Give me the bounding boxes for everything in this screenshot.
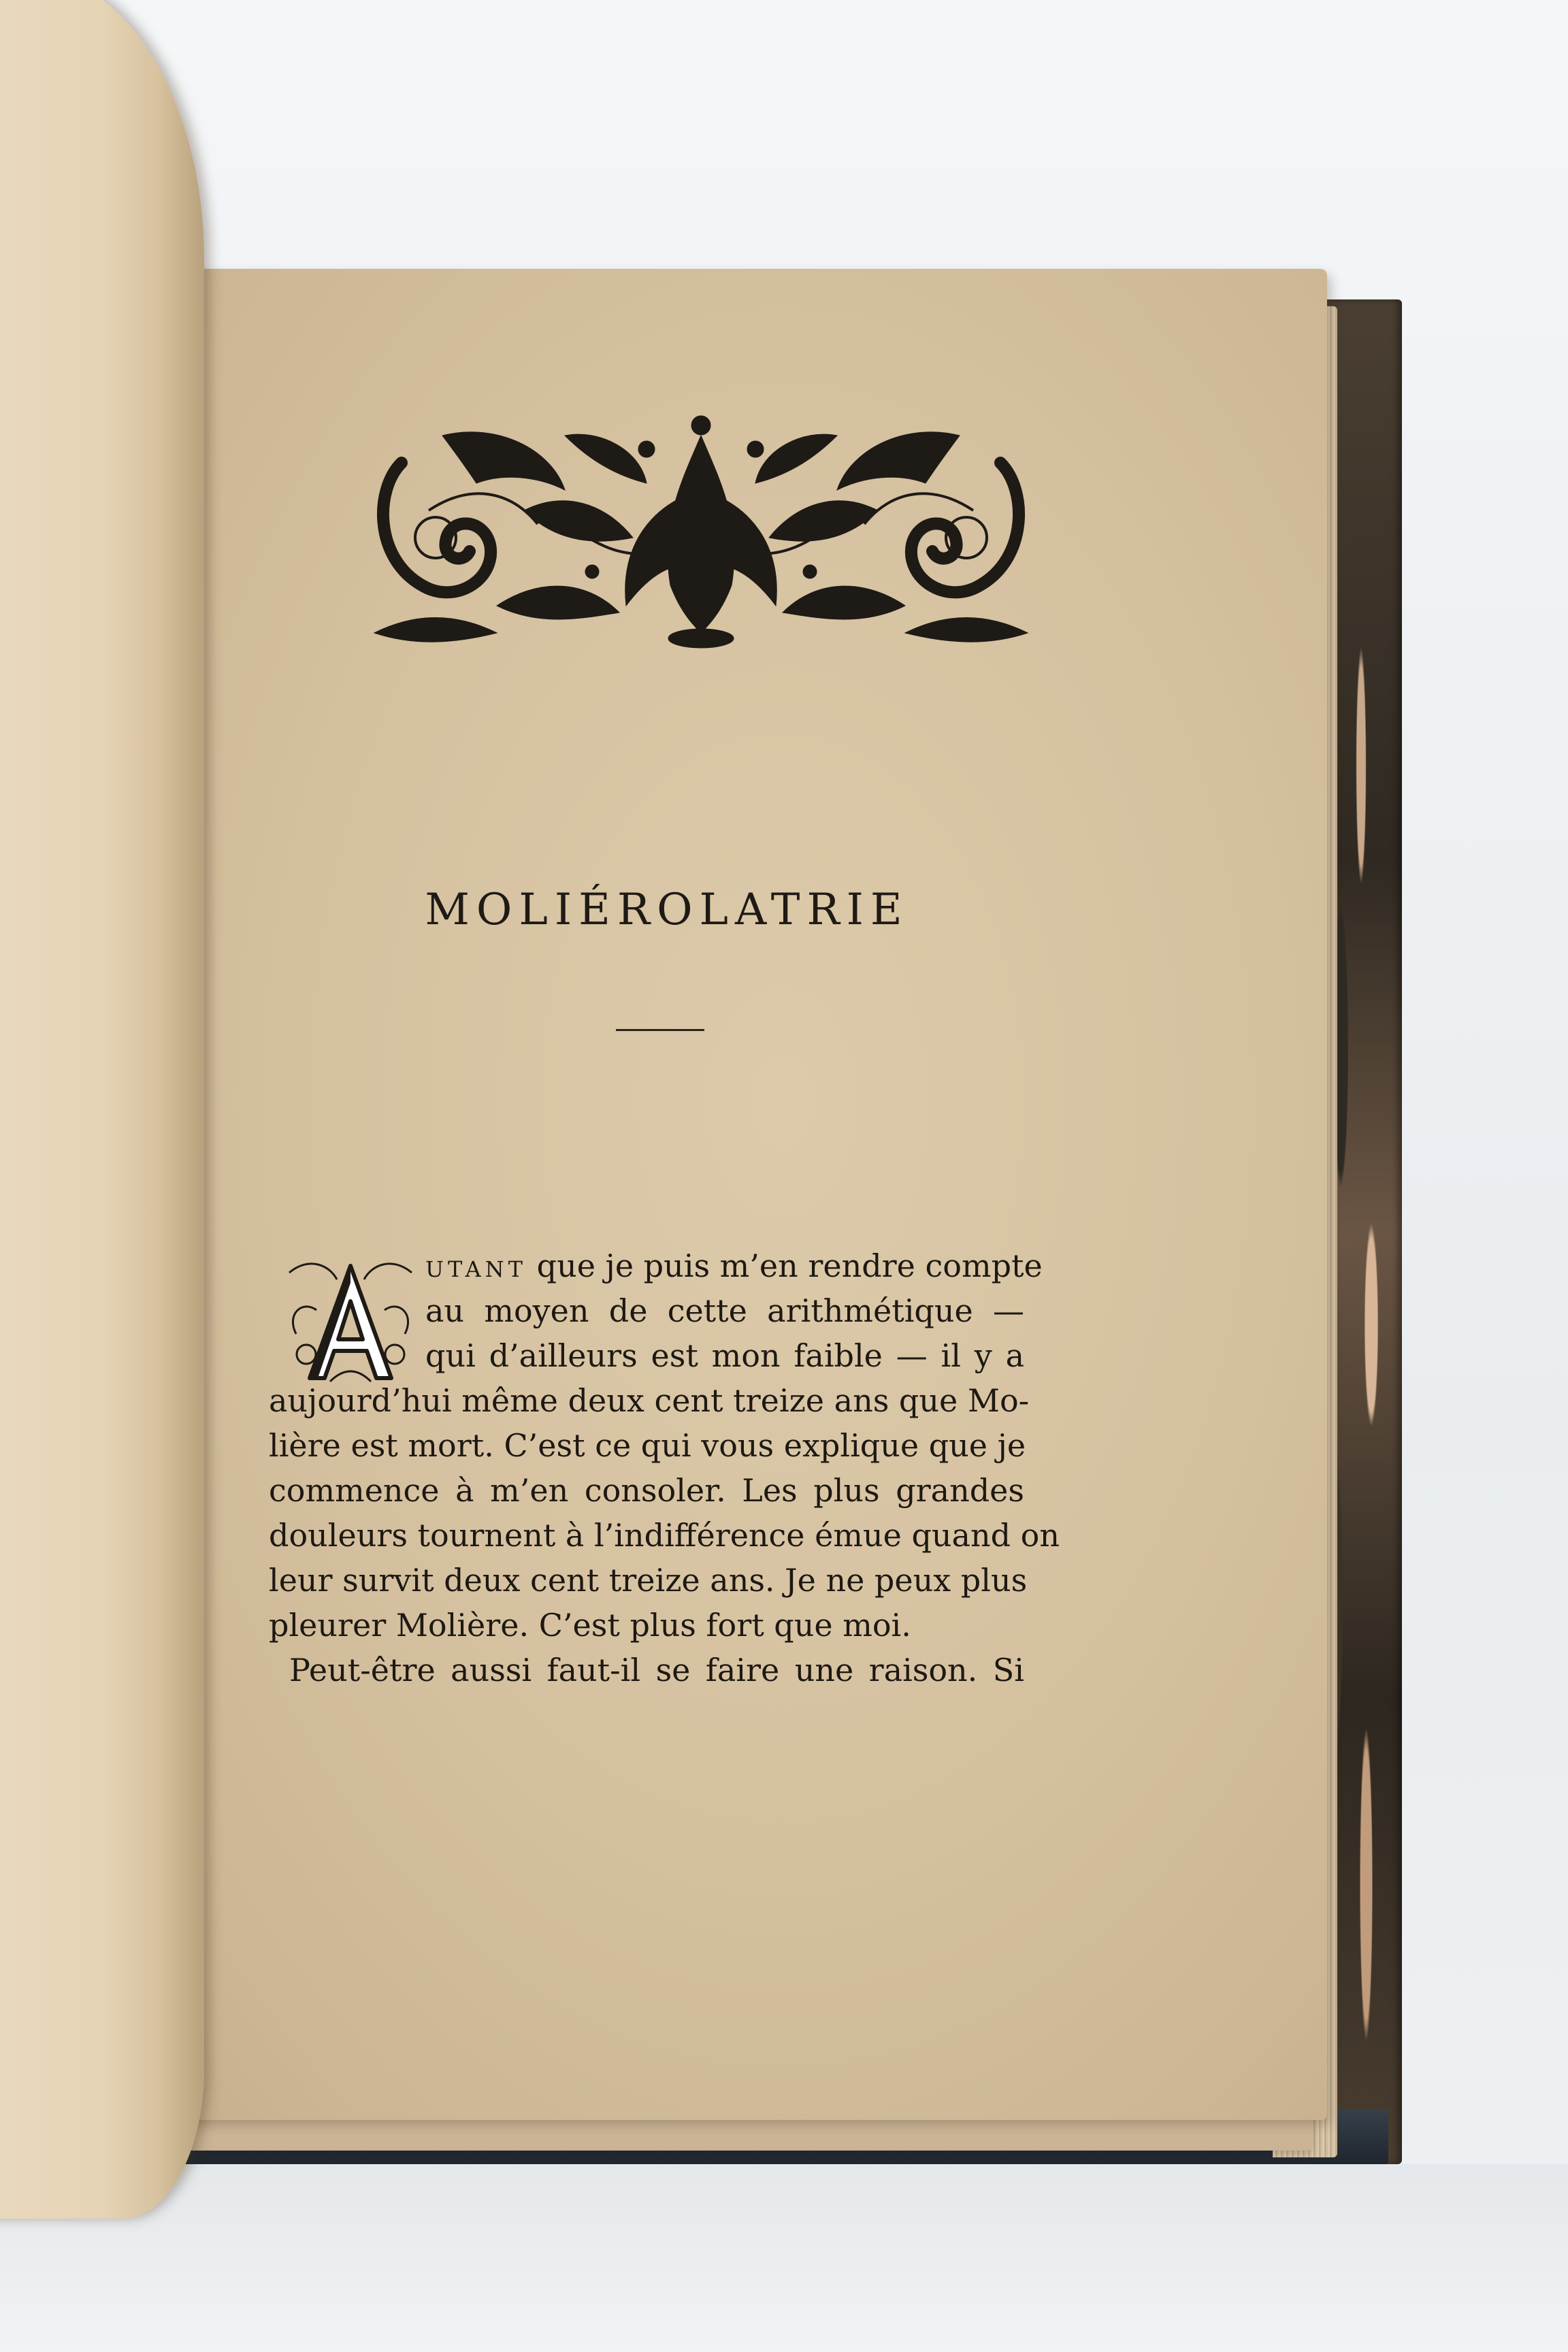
chapter-title: MOLIÉROLATRIE (425, 885, 909, 935)
left-page-curl (0, 0, 204, 2219)
floral-headpiece-ornament-icon (361, 408, 1041, 653)
text-line: commence à m’en consoler. Les plus grandes (269, 1472, 1024, 1509)
text-line: lière est mort. C’est ce qui vous explique que je (269, 1427, 1026, 1464)
text-line (425, 1245, 1043, 1286)
text-line: pleurer Molière. C’est plus fort que moi. (269, 1607, 911, 1644)
text-line: au moyen de cette arithmétique — (425, 1292, 1024, 1329)
text-line: aujourd’hui même deux cent treize ans que Mo- (269, 1382, 1030, 1419)
line-text: que je puis m’en rendre compte (527, 1247, 1043, 1284)
drop-cap-letter: A (282, 1252, 283, 1253)
title-rule (616, 1029, 704, 1031)
text-line: douleurs tournent à l’indifférence émue quand on (269, 1517, 1060, 1554)
decorated-initial-a-icon (282, 1252, 419, 1388)
text-line: qui d’ailleurs est mon faible — il y a (425, 1337, 1024, 1374)
table-surface (0, 2164, 1568, 2352)
text-line: Peut-être aussi faut-il se faire une raison. Si (289, 1652, 1024, 1688)
lead-word: UTANT (425, 1256, 527, 1282)
text-line: leur survit deux cent treize ans. Je ne peux plus (269, 1562, 1028, 1599)
